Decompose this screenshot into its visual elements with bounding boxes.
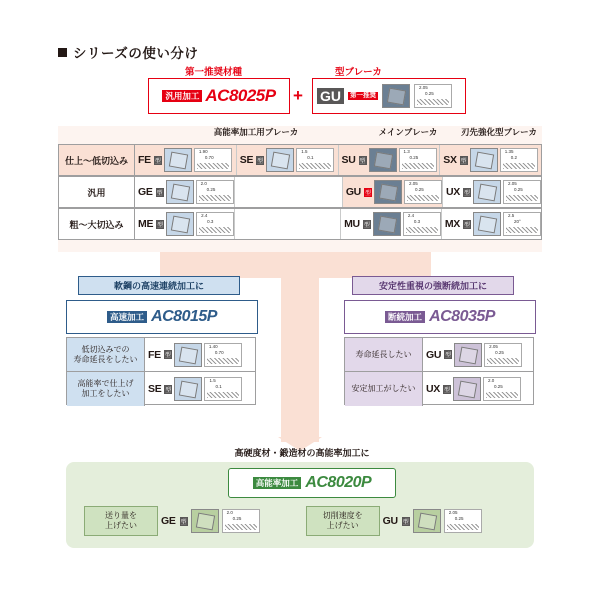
kata-badge: 型 <box>364 188 372 197</box>
dimension-thumb <box>196 180 234 204</box>
matrix-row-label: 仕上～低切込み <box>59 145 135 175</box>
blue-grade-label: AC8015P <box>151 308 217 325</box>
dimension-value-2: 0.3 <box>413 219 421 224</box>
dimension-value-1: 1.40 <box>208 343 218 349</box>
hatch-pattern <box>199 195 231 201</box>
insert-thumb <box>413 509 441 533</box>
dimension-thumb <box>404 180 442 204</box>
first-recommend-label: 第一推奨材種 <box>182 64 245 78</box>
hatch-pattern <box>506 227 538 233</box>
insert-thumb <box>382 84 410 108</box>
purple-grade-box <box>344 300 536 334</box>
kata-badge: 型 <box>154 156 162 165</box>
usecase-cell <box>423 338 533 371</box>
dimension-value-2: 0.25 <box>425 91 434 96</box>
table-row <box>67 372 255 406</box>
hatch-pattern <box>503 163 535 169</box>
hatch-pattern <box>486 392 518 398</box>
dimension-thumb <box>414 84 452 108</box>
insert-thumb <box>473 212 501 236</box>
matrix-cell <box>135 209 235 239</box>
kata-badge: 型 <box>363 220 371 229</box>
hatch-pattern <box>225 524 257 530</box>
matrix-col-header-2: 刃先強化型ブレーカ <box>461 127 537 137</box>
insert-thumb <box>166 212 194 236</box>
kata-badge: 型 <box>164 350 172 359</box>
kata-badge: 型 <box>444 350 452 359</box>
kata-badge: 型 <box>156 188 164 197</box>
insert-thumb <box>473 180 501 204</box>
breaker-code: MX <box>444 218 460 230</box>
dimension-value-2: 0.70 <box>204 155 214 160</box>
dimension-thumb <box>403 212 441 236</box>
table-row <box>345 372 533 406</box>
insert-thumb <box>266 148 294 172</box>
page-title <box>58 42 198 62</box>
usecase-note: 送り量を 上げたい <box>84 506 158 536</box>
green-usecase-row <box>84 504 516 538</box>
insert-thumb <box>191 509 219 533</box>
green-branch-headline: 高硬度材・鍛造材の高能率加工に <box>234 447 370 458</box>
breaker-code: FE <box>138 154 151 166</box>
usecase-note: 高能率で仕上げ 加工をしたい <box>67 372 145 406</box>
dimension-value-2: 0.3 <box>207 219 214 224</box>
matrix-row-label: 汎用 <box>59 177 135 207</box>
table-row <box>345 338 533 372</box>
dimension-value-1: 2.05 <box>419 85 428 90</box>
usecase-note: 低切込みでの 寿命延長をしたい <box>67 338 145 371</box>
dimension-value-2: 0.25 <box>409 155 419 160</box>
matrix-cell <box>343 177 443 207</box>
gu-breaker-label: 型ブレーカ <box>333 64 384 78</box>
insert-thumb <box>164 148 192 172</box>
dimension-value-1: 2.0 <box>488 378 495 383</box>
insert-thumb <box>166 180 194 204</box>
breaker-code: ME <box>138 218 154 230</box>
matrix-cell-empty <box>235 209 341 239</box>
matrix-cell <box>339 145 441 175</box>
matrix-cell <box>135 177 235 207</box>
primary-app-tag: 汎用加工 <box>162 90 202 103</box>
purple-usecase-table <box>344 337 534 405</box>
gu-code-label: GU <box>317 88 344 104</box>
breaker-code: SU <box>341 154 356 166</box>
hatch-pattern <box>207 392 239 398</box>
dimension-thumb <box>222 509 260 533</box>
dimension-value-2: 0.25 <box>232 516 242 521</box>
usecase-note: 切削速度を 上げたい <box>306 506 380 536</box>
dimension-thumb <box>444 509 482 533</box>
dimension-value-1: 2.5 <box>508 213 515 218</box>
insert-thumb <box>369 148 397 172</box>
dimension-value-1: 1.90 <box>198 149 208 154</box>
dimension-thumb <box>503 212 541 236</box>
matrix-col-header-0: 高能率加工用ブレーカ <box>213 127 299 137</box>
insert-thumb <box>373 212 401 236</box>
plus-sign: + <box>293 86 303 105</box>
dimension-value-2: 0.2 <box>510 155 517 160</box>
breaker-code: UX <box>426 383 440 395</box>
dimension-thumb <box>500 148 538 172</box>
dimension-thumb <box>503 180 541 204</box>
kata-badge: 型 <box>443 385 451 394</box>
matrix-row-label: 粗～大切込み <box>59 209 135 239</box>
first-rec-badge: 第一推奨 <box>350 91 376 99</box>
dimension-value-2: 0.70 <box>214 349 224 355</box>
dimension-value-2: 0.25 <box>514 187 523 192</box>
dimension-value-1: 2.05 <box>489 343 498 349</box>
insert-thumb <box>174 377 202 401</box>
breaker-code: GE <box>138 186 153 198</box>
dimension-value-1: 1.35 <box>504 149 514 154</box>
dimension-value-2: 0.25 <box>454 516 464 521</box>
dimension-thumb <box>399 148 437 172</box>
kata-badge: 型 <box>460 156 468 165</box>
purple-app-tag: 断続加工 <box>385 311 425 324</box>
insert-thumb <box>470 148 498 172</box>
breaker-code: UX <box>445 186 460 198</box>
breaker-code: GE <box>161 515 176 527</box>
insert-thumb <box>374 180 402 204</box>
breaker-code: SX <box>443 154 457 166</box>
breaker-code: MU <box>344 218 360 230</box>
kata-badge: 型 <box>402 517 410 526</box>
breaker-code: GU <box>345 186 361 198</box>
usecase-note: 寿命延長したい <box>345 338 423 371</box>
gu-breaker-box <box>312 78 466 114</box>
breaker-code: FE <box>148 348 161 361</box>
hatch-pattern <box>197 163 229 169</box>
bullet-square-icon <box>58 48 67 57</box>
blue-usecase-table <box>66 337 256 405</box>
kata-badge: 型 <box>156 220 164 229</box>
right-flow-band <box>281 252 431 278</box>
kata-badge: 型 <box>164 385 172 394</box>
matrix-col-header-1: メインブレーカ <box>378 127 438 137</box>
dimension-value-1: 2.0 <box>226 510 233 515</box>
kata-badge: 型 <box>463 220 471 229</box>
blue-branch-headline: 軟鋼の高速連続加工に <box>78 276 240 295</box>
primary-grade-label: AC8025P <box>205 86 276 105</box>
dimension-thumb <box>196 212 234 236</box>
dimension-value-1: 2.05 <box>408 181 418 186</box>
green-app-tag: 高能率加工 <box>253 477 302 490</box>
kata-badge: 型 <box>359 156 367 165</box>
blue-grade-box <box>66 300 258 334</box>
hatch-pattern <box>447 524 479 530</box>
breaker-code: GU <box>426 348 442 361</box>
hatch-pattern <box>407 195 439 201</box>
primary-grade-box <box>148 78 290 114</box>
kata-badge: 型 <box>463 188 471 197</box>
hatch-pattern <box>402 163 434 169</box>
dimension-value-2: 0.25 <box>414 187 424 192</box>
dimension-thumb <box>296 148 334 172</box>
dimension-value-2: 20° <box>514 219 521 224</box>
dimension-value-2: 0.25 <box>495 349 504 355</box>
matrix-cell <box>237 145 339 175</box>
dimension-value-1: 1.5 <box>301 149 308 154</box>
dimension-thumb <box>204 377 242 401</box>
insert-thumb <box>453 377 481 401</box>
green-grade-label: AC8020P <box>305 474 372 491</box>
breaker-code: SE <box>148 383 162 395</box>
hatch-pattern <box>299 163 331 169</box>
dimension-value-1: 2.05 <box>508 181 517 186</box>
matrix-cell <box>135 145 237 175</box>
table-row <box>58 144 542 176</box>
hatch-pattern <box>417 99 449 105</box>
dimension-value-1: 2.4 <box>407 213 415 218</box>
usecase-cell <box>423 372 533 406</box>
usecase-cell <box>306 506 482 536</box>
dimension-value-2: 0.1 <box>215 384 222 389</box>
matrix-cell-empty <box>235 177 343 207</box>
hatch-pattern <box>487 358 519 364</box>
dimension-value-1: 2.4 <box>201 213 208 218</box>
insert-thumb <box>174 343 202 367</box>
table-row <box>58 176 542 208</box>
hatch-pattern <box>406 227 438 233</box>
dimension-value-1: 2.05 <box>448 510 458 515</box>
green-grade-box <box>228 468 396 498</box>
usecase-cell <box>145 338 255 371</box>
breaker-matrix <box>58 126 542 252</box>
matrix-cell <box>443 177 541 207</box>
usecase-note: 安定加工がしたい <box>345 372 423 406</box>
table-row <box>67 338 255 372</box>
page-title-label: シリーズの使い分け <box>73 46 199 61</box>
table-row <box>58 208 542 240</box>
matrix-cell <box>440 145 541 175</box>
dimension-thumb <box>483 377 521 401</box>
kata-badge: 型 <box>256 156 264 165</box>
hatch-pattern <box>199 227 231 233</box>
purple-grade-label: AC8035P <box>429 308 495 325</box>
usecase-cell <box>145 372 255 406</box>
kata-badge: 型 <box>180 517 188 526</box>
dimension-value-2: 0.25 <box>494 384 503 389</box>
hatch-pattern <box>506 195 538 201</box>
breaker-code: SE <box>239 154 254 166</box>
purple-branch-headline: 安定性重視の強断続加工に <box>352 276 514 295</box>
dimension-value-2: 0.25 <box>206 187 216 192</box>
breaker-code: GU <box>382 515 398 527</box>
dimension-value-1: 1.5 <box>209 378 216 383</box>
dimension-value-2: 0.1 <box>307 155 314 160</box>
matrix-cell <box>341 209 442 239</box>
center-flow-band <box>281 252 319 442</box>
dimension-thumb <box>484 343 522 367</box>
dimension-thumb <box>204 343 242 367</box>
hatch-pattern <box>207 358 239 364</box>
dimension-value-1: 2.0 <box>200 181 207 186</box>
dimension-thumb <box>194 148 232 172</box>
usecase-cell <box>84 506 260 536</box>
matrix-cell <box>442 209 541 239</box>
dimension-value-1: 1.3 <box>403 149 410 154</box>
blue-app-tag: 高速加工 <box>107 311 147 324</box>
insert-thumb <box>454 343 482 367</box>
